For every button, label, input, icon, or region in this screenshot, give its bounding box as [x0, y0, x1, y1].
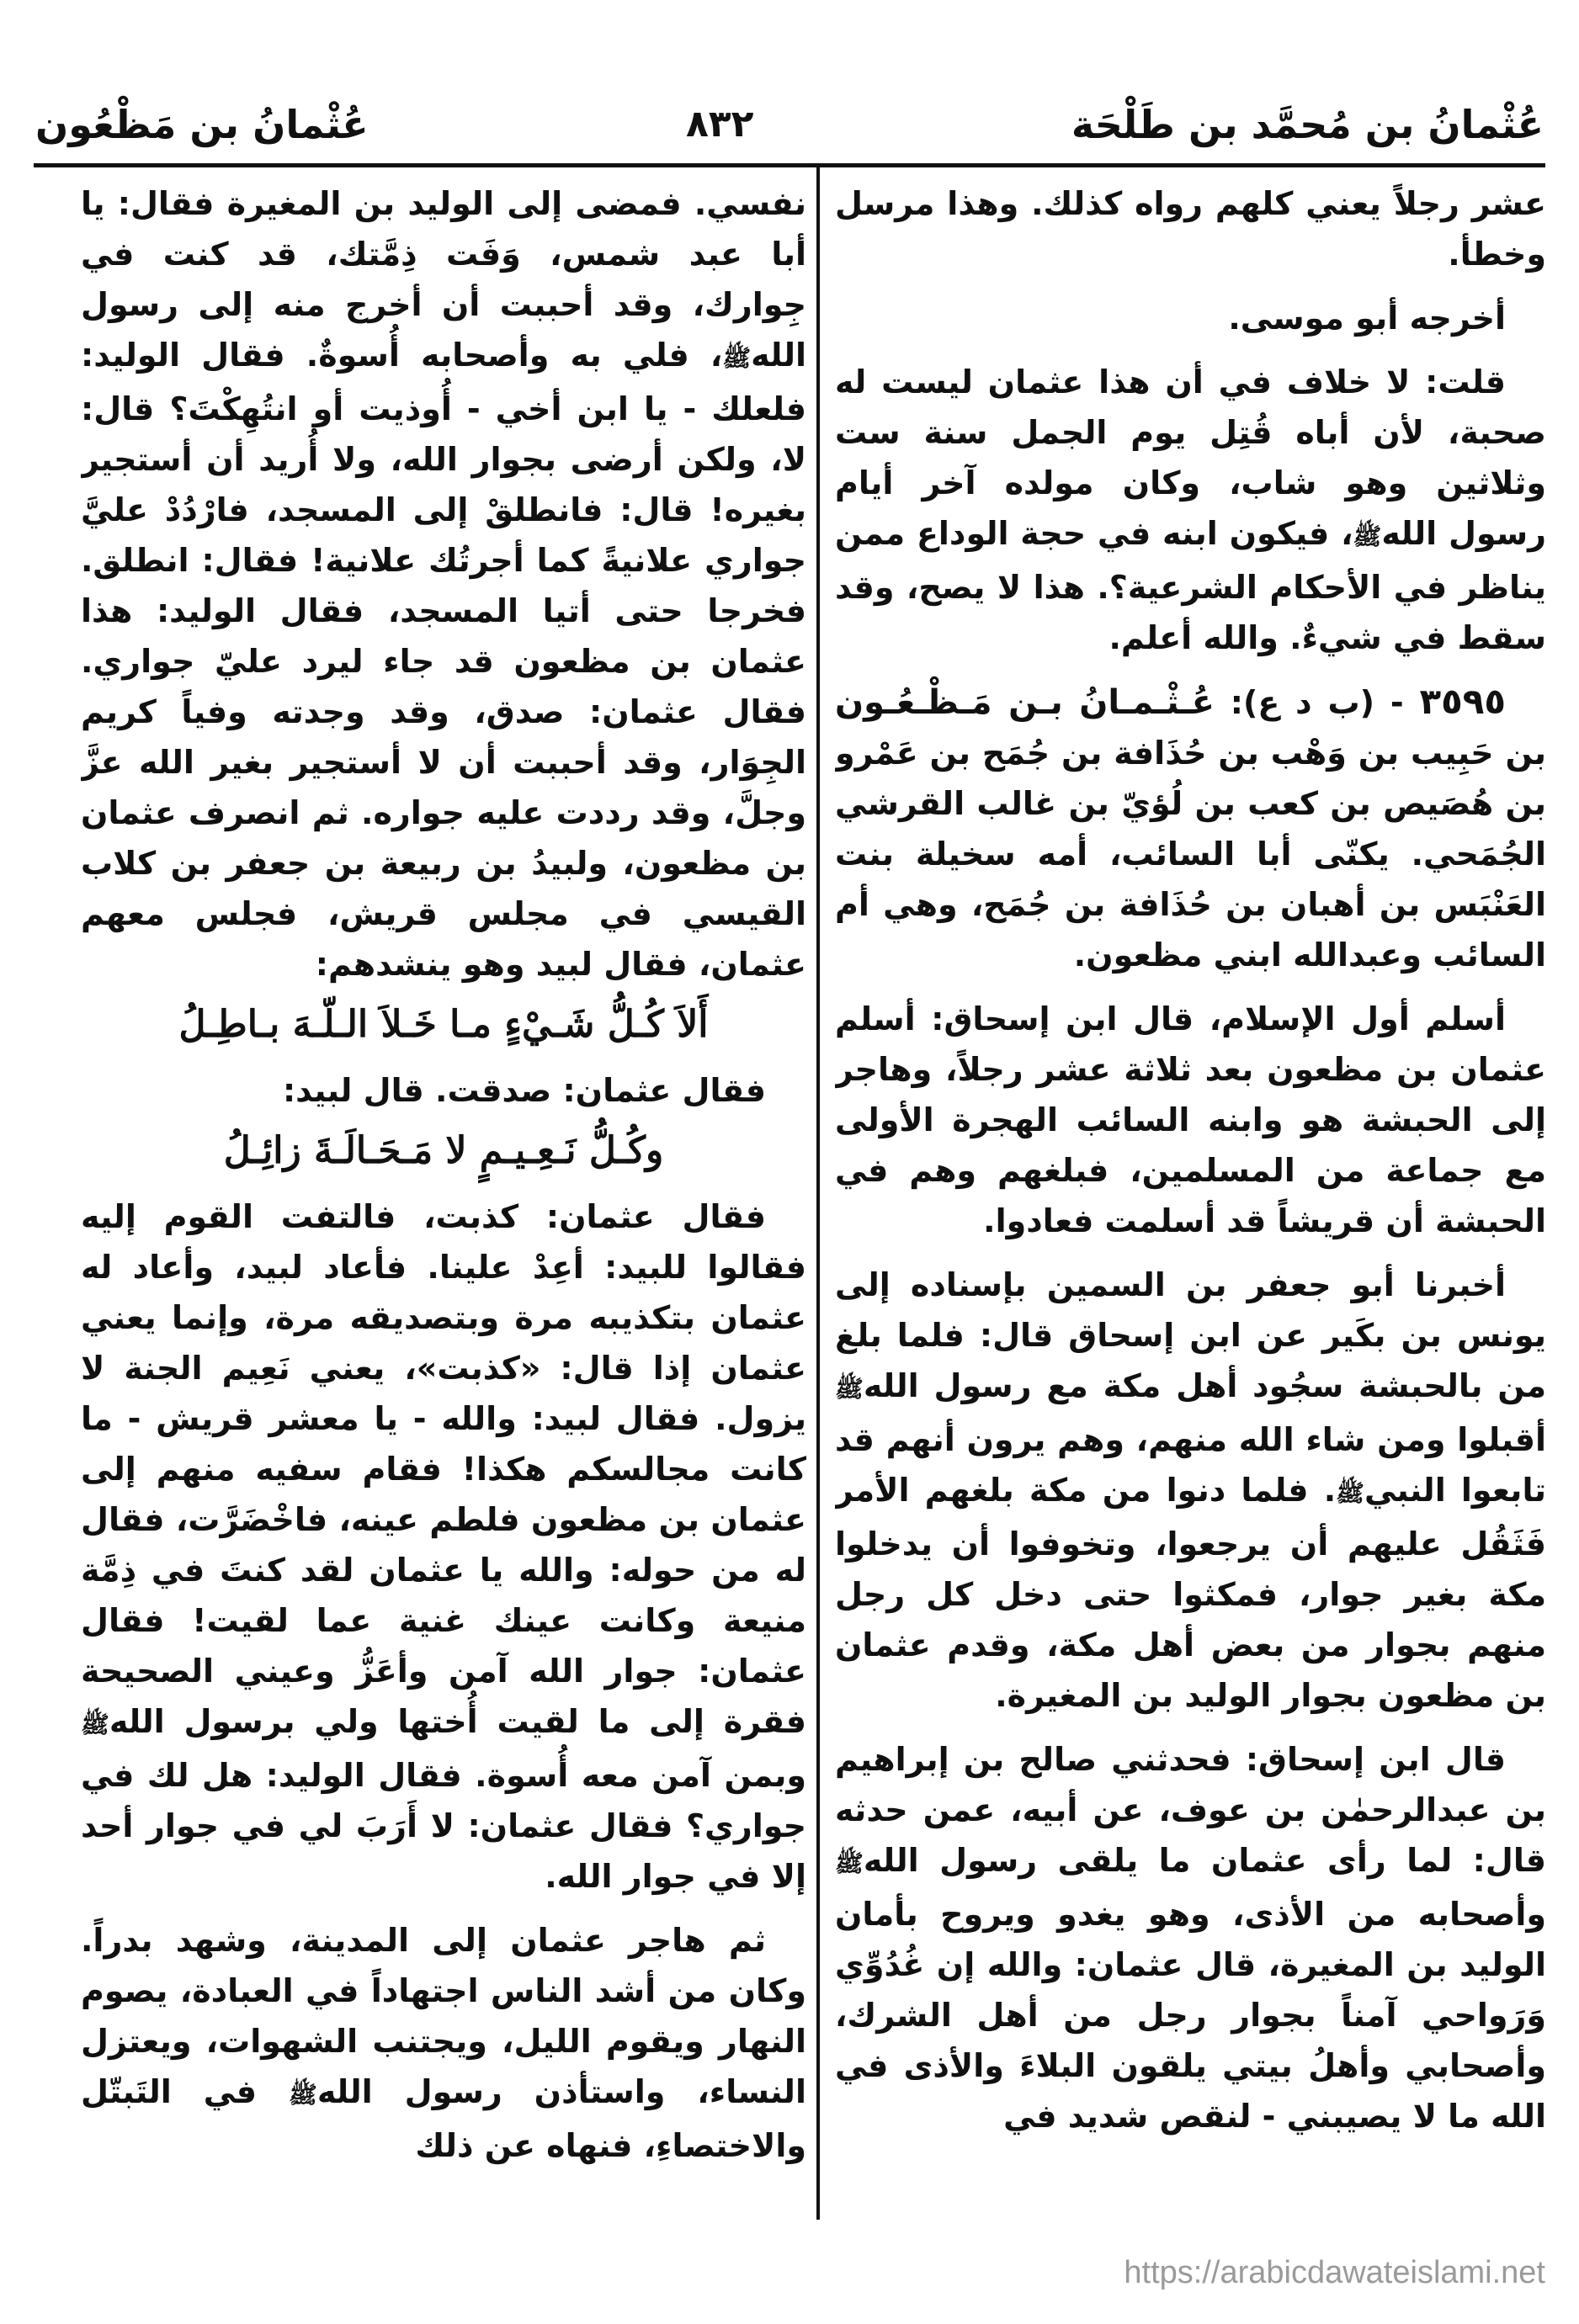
entry-lineage: بن حَبِيب بن وَهْب بن حُذَافة بن جُمَح بن عَمْرو بن هُصَيص بن كعب بن لُؤيّ بن غالب القرشي الجُمَحي. يكنّى أبا السائب، أمه سخيلة بنت العَنْبَس بن أهبان بن حُذَافة بن جُمَح، وهي أم السائب وعبدالله ابني مظعون. — [835, 735, 1546, 974]
paragraph-text: قال ابن إسحاق: فحدثني صالح بن إبراهيم بن عبدالرحمٰن بن عوف، عن أبيه، عمن حدثه قال: لما رأى عثمان ما يلقى رسول الله — [835, 1741, 1546, 1879]
paragraph-text: وأصحابه من الأذى، وهو يغدو ويروح بأمان الوليد بن المغيرة، قال عثمان: والله إن غُدُوِّي وَرَواحي آمناً بجوار رجل من أهل الشرك، وأصحابي وأهلُ بيتي يلقون البلاءَ والأذى في الله ما لا يصيبني - لنقص شديد في — [835, 1896, 1546, 2135]
header-rule — [34, 163, 1545, 167]
paragraph-text: أخبرنا أبو جعفر بن السمين بإسناده إلى يونس بن بكَير عن ابن إسحاق قال: فلما بلغ من بالحبشة سجُود أهل مكة مع رسول الله — [835, 1266, 1546, 1404]
running-head-right-title: عُثْمانُ بن مُحمَّد بن طَلْحَة — [1071, 102, 1544, 147]
column-divider — [816, 167, 820, 2220]
salla-symbol-icon: ﷺ — [1336, 1479, 1364, 1507]
paragraph-text: قلت: لا خلاف في أن هذا عثمان ليست له صحبة، لأن أباه قُتِل يوم الجمل سنة ست وثلاثين وهو شاب، وكان مولده آخر أيام رسول الله — [835, 363, 1546, 552]
salla-symbol-icon: ﷺ — [81, 1711, 109, 1738]
paragraph: أسلم أول الإسلام، قال ابن إسحاق: أسلم عثمان بن مظعون بعد ثلاثة عشر رجلاً، وهاجر إلى الحبشة هو وابنه السائب الهجرة الأولى مع جماعة من المسلمين، فبلغهم وهم في الحبشة أن قريشاً قد أسلمت فعادوا. — [835, 1000, 1546, 1239]
page-number: ٨٣٢ — [685, 103, 754, 146]
poetry-verse: أَلاَ كُـلُّ شَـيْءٍ مـا خَـلاَ الـلّـهَ بـاطِـلُ — [178, 1003, 709, 1046]
right-column — [835, 178, 1546, 2231]
paragraph-text: ثم هاجر عثمان إلى المدينة، وشهد بدراً. وكان من أشد الناس اجتهاداً في العبادة، يصوم النهار ويقوم الليل، ويجتنب الشهوات، ويعتزل النساء، واستأذن رسول الله — [81, 1922, 806, 2110]
paragraph-text: ، فيكون ابنه في حجة الوداع ممن يناظر في الأحكام الشرعية؟. هذا لا يصح، وقد سقط في شيءٌ. والله أعلم. — [835, 515, 1546, 656]
entry-codes: - (ب د ع): — [1214, 684, 1420, 721]
paragraph: عشر رجلاً يعني كلهم رواه كذلك. وهذا مرسل وخطأ. — [835, 185, 1546, 273]
salla-symbol-icon: ﷺ — [722, 344, 752, 372]
paragraph — [81, 1915, 806, 2171]
paragraph-text: أقبلوا ومن شاء الله منهم، وهم يرون أنهم قد تابعوا النبي — [835, 1421, 1546, 1509]
paragraph: فقال عثمان: صدقت. قال لبيد: — [282, 1072, 766, 1109]
salla-symbol-icon: ﷺ — [1353, 523, 1382, 550]
entry-paragraph — [835, 677, 1546, 980]
entry-name: عُـثْـمـانُ بـن مَـظْـعُـون — [835, 683, 1215, 722]
paragraph — [81, 1191, 806, 1902]
salla-symbol-icon: ﷺ — [835, 1849, 864, 1877]
paragraph — [835, 1260, 1546, 1721]
paragraph-text: وبمن آمن معه أُسوة. فقال الوليد: هل لك في جواري؟ فقال عثمان: لا أَرَبَ لي في جوار أحد إلا في جوار الله. — [81, 1757, 806, 1895]
watermark-url: https://arabicdawateislami.net — [1124, 2255, 1545, 2290]
salla-symbol-icon: ﷺ — [835, 1375, 864, 1403]
paragraph-text: فقال عثمان: كذبت، فالتفت القوم إليه فقالوا للبيد: أعِدْ علينا. فأعاد لبيد، وأعاد له عثمان بتكذيبه مرة وبتصديقه مرة، وإنما يعني عثمان إذا قال: «كذبت»، يعني نَعِيم الجنة لا يزول. فقال لبيد: والله - يا معشر قريش - ما كانت مجالسكم هكذا! فقام سفيه منهم إلى عثمان بن مظعون فلطم عينه، فاخْضَرَّت، فقال له من حوله: والله يا عثمان لقد كنتَ في ذِمَّة منيعة وكانت عينك غنية عما لقيت! فقال عثمان: جوار الله آمن وأعَزُّ وعيني الصحيحة فقرة إلى ما لقيت أُختها ولي برسول الله — [81, 1198, 806, 1740]
salla-symbol-icon: ﷺ — [289, 2081, 317, 2109]
poetry-verse: وكُـلُّ نَـعِـيـمٍ لا مَـحَـالَـةَ زائِـلُ — [223, 1129, 664, 1172]
paragraph-text: نفسي. فمضى إلى الوليد بن المغيرة فقال: يا أبا عبد شمس، وَفَت ذِمَّتك، قد كنت في جِوارك، وقد أحببت أن أخرج منه إلى رسول الله — [81, 185, 806, 374]
paragraph — [81, 178, 806, 990]
running-head — [35, 91, 1544, 158]
entry-number: ٣٥٩٥ — [1419, 681, 1506, 722]
paragraph: أخرجه أبو موسى. — [1228, 300, 1506, 337]
paragraph-text: ، فلي به وأصحابه أُسوةٌ. فقال الوليد: فلعلك - يا ابن أخي - أُوذيت أو انتُهِكْتَ؟ قال: لا، ولكن أرضى بجوار الله، ولا أُريد أن أستجير بغيره! قال: فانطلقْ إلى المسجد، فارْدُدْ عليَّ جواري علانيةً كما أجرتُك علانية! فقال: انطلق. فخرجا حتى أتيا المسجد، فقال الوليد: هذا عثمان بن مظعون قد جاء ليرد عليّ جواري. فقال عثمان: صدق، وقد وجدته وفياً كريم الجِوَار، وقد أحببت أن لا أستجير بغير الله عزَّ وجلَّ، وقد رددت عليه جواره. ثم انصرف عثمان بن مظعون، ولبيدُ بن ربيعة بن جعفر بن كلاب القيسي في مجلس قريش، فجلس معهم عثمان، فقال لبيد وهو ينشدهم: — [81, 337, 806, 983]
paragraph — [835, 1734, 1546, 2141]
left-column — [81, 178, 806, 2231]
paragraph — [835, 357, 1546, 663]
paragraph-text: في التَبتّل والاختصاءِ، فنهاه عن ذلك — [81, 2073, 806, 2164]
running-head-left-title: عُثْمانُ بن مَظْعُون — [35, 102, 369, 147]
paragraph-text: . فلما دنوا من مكة بلغهم الأمر فَثَقُل عليهم أن يرجعوا، وتخوفوا أن يدخلوا مكة بغير جوار، فمكثوا حتى دخل كل رجل منهم بجوار من بعض أهل مكة، وقدم عثمان بن مظعون بجوار الوليد بن المغيرة. — [835, 1472, 1546, 1714]
